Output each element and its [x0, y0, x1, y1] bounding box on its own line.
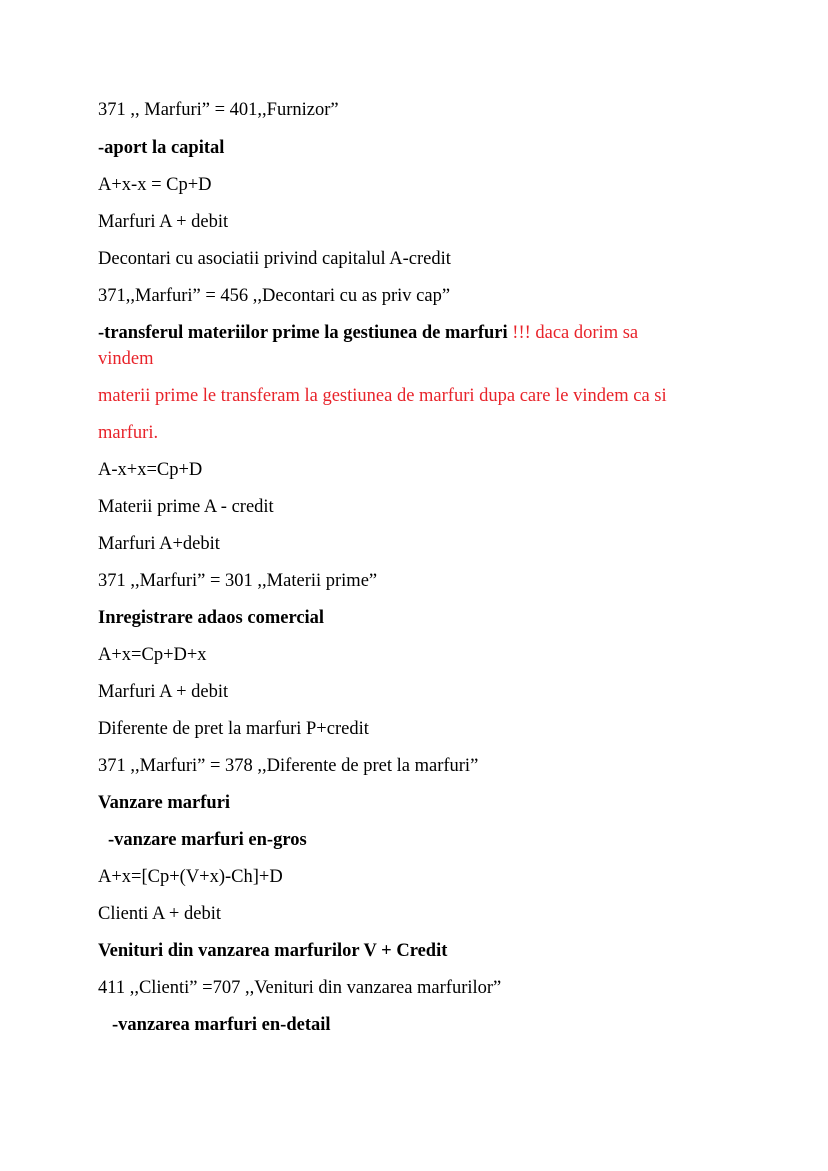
journal-entry-raw-materials: 371 ,,Marfuri” = 301 ,,Materii prime” — [98, 571, 378, 591]
account-line: Materii prime A - credit — [98, 497, 274, 517]
account-line: Marfuri A + debit — [98, 682, 229, 702]
account-line-revenue: Venituri din vanzarea marfurilor V + Credit — [98, 941, 448, 961]
journal-entry-sales: 411 ,,Clienti” =707 ,,Venituri din vanzarea marfurilor” — [98, 978, 502, 998]
transfer-note-continuation: vindem — [98, 349, 154, 369]
transfer-note-continuation: materii prime le transferam la gestiunea de marfuri dupa care le vindem ca si — [98, 386, 667, 406]
subsection-heading-wholesale: -vanzare marfuri en-gros — [108, 830, 307, 850]
journal-entry-price-difference: 371 ,,Marfuri” = 378 ,,Diferente de pret la marfuri” — [98, 756, 479, 776]
section-heading-transfer — [98, 322, 638, 344]
equation-line: A+x=[Cp+(V+x)-Ch]+D — [98, 867, 283, 887]
journal-entry-capital: 371,,Marfuri” = 456 ,,Decontari cu as priv cap” — [98, 286, 451, 306]
account-line: Decontari cu asociatii privind capitalul A-credit — [98, 249, 451, 269]
transfer-note-red: !!! daca dorim sa — [507, 323, 639, 343]
section-heading-markup: Inregistrare adaos comercial — [98, 608, 325, 628]
transfer-heading-bold: -transferul materiilor prime la gestiunea de marfuri — [98, 323, 508, 343]
section-heading-capital-contribution: -aport la capital — [98, 138, 225, 158]
account-line: Diferente de pret la marfuri P+credit — [98, 719, 369, 739]
account-line: Clienti A + debit — [98, 904, 221, 924]
journal-entry-purchase: 371 ,, Marfuri” = 401,,Furnizor” — [98, 100, 339, 120]
equation-line: A+x=Cp+D+x — [98, 645, 207, 665]
equation-line: A+x-x = Cp+D — [98, 175, 212, 195]
section-heading-sales: Vanzare marfuri — [98, 793, 231, 813]
equation-line: A-x+x=Cp+D — [98, 460, 203, 480]
subsection-heading-retail: -vanzarea marfuri en-detail — [112, 1015, 331, 1035]
transfer-note-continuation: marfuri. — [98, 423, 159, 443]
account-line: Marfuri A + debit — [98, 212, 229, 232]
account-line: Marfuri A+debit — [98, 534, 220, 554]
